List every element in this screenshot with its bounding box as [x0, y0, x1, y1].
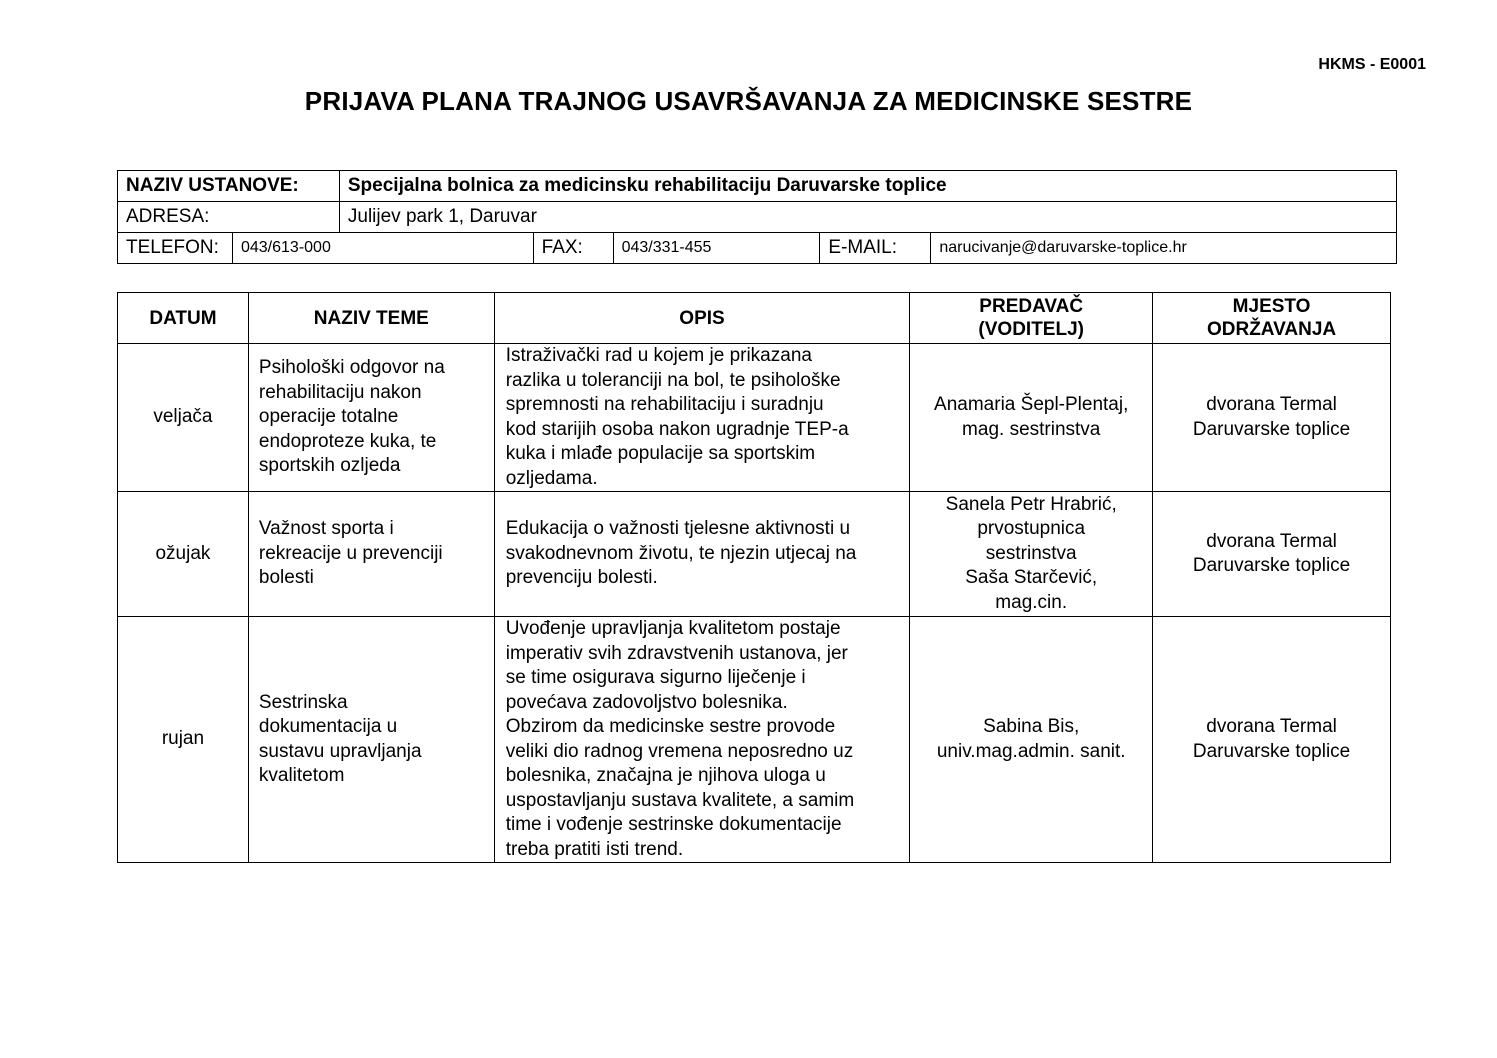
institution-address-row [118, 202, 1397, 233]
row-mjesto: dvorana Termal Daruvarske toplice [1153, 617, 1391, 863]
row-naziv-teme: Važnost sporta i rekreacije u prevenciji bolesti [248, 492, 494, 617]
header-datum: DATUM [118, 293, 249, 344]
plan-row [118, 617, 1391, 863]
row-opis: Edukacija o važnosti tjelesne aktivnosti u svakodnevnom životu, te njezin utjecaj na prevenciju bolesti. [494, 492, 910, 617]
institution-name-value: Specijalna bolnica za medicinsku rehabilitaciju Daruvarske toplice [339, 171, 1396, 202]
row-opis: Uvođenje upravljanja kvalitetom postaje imperativ svih zdravstvenih ustanova, jer se time osigurava sigurno liječenje i povećava zadovoljstvo bolesnika. Obzirom da medicinske sestre provode veliki dio radnog vremena neposredno uz bolesnika, značajna je njihova uloga u uspostavljanju sustava kvalitete, a samim time i vođenje sestrinske dokumentacije treba pratiti isti trend. [494, 617, 910, 863]
row-datum: ožujak [118, 492, 249, 617]
header-predavac: PREDAVAČ (VODITELJ) [910, 293, 1153, 344]
row-mjesto: dvorana Termal Daruvarske toplice [1153, 492, 1391, 617]
row-datum: veljača [118, 344, 249, 492]
header-naziv-teme: NAZIV TEME [248, 293, 494, 344]
institution-contact-row [118, 233, 1397, 264]
document-code: HKMS - E0001 [1318, 56, 1426, 73]
row-predavac: Sabina Bis, univ.mag.admin. sanit. [910, 617, 1153, 863]
fax-value: 043/331-455 [613, 233, 820, 264]
education-plan-table [117, 292, 1391, 863]
plan-row [118, 492, 1391, 617]
row-mjesto: dvorana Termal Daruvarske toplice [1153, 344, 1391, 492]
row-predavac: Anamaria Šepl-Plentaj, mag. sestrinstva [910, 344, 1153, 492]
institution-name-row [118, 171, 1397, 202]
phone-label: TELEFON: [118, 233, 233, 264]
fax-label: FAX: [533, 233, 613, 264]
document-title: PRIJAVA PLANA TRAJNOG USAVRŠAVANJA ZA MEDICINSKE SESTRE [304, 86, 1193, 116]
header-opis: OPIS [494, 293, 910, 344]
address-label: ADRESA: [118, 202, 340, 233]
institution-name-label: NAZIV USTANOVE: [118, 171, 340, 202]
header-mjesto: MJESTO ODRŽAVANJA [1153, 293, 1391, 344]
row-datum: rujan [118, 617, 249, 863]
address-value: Julijev park 1, Daruvar [339, 202, 1396, 233]
plan-header-row [118, 293, 1391, 344]
row-opis: Istraživački rad u kojem je prikazana razlika u toleranciji na bol, te psihološke spremnosti na rehabilitaciju i suradnju kod starijih osoba nakon ugradnje TEP-a kuka i mlađe populacije sa sportskim ozljedama. [494, 344, 910, 492]
row-naziv-teme: Psihološki odgovor na rehabilitaciju nakon operacije totalne endoproteze kuka, te sportskih ozljeda [248, 344, 494, 492]
plan-row [118, 344, 1391, 492]
row-naziv-teme: Sestrinska dokumentacija u sustavu upravljanja kvalitetom [248, 617, 494, 863]
email-label: E-MAIL: [820, 233, 931, 264]
institution-info-table [117, 170, 1397, 264]
row-predavac: Sanela Petr Hrabrić, prvostupnica sestrinstva Saša Starčević, mag.cin. [910, 492, 1153, 617]
email-value: narucivanje@daruvarske-toplice.hr [931, 233, 1397, 264]
phone-value: 043/613-000 [232, 233, 533, 264]
